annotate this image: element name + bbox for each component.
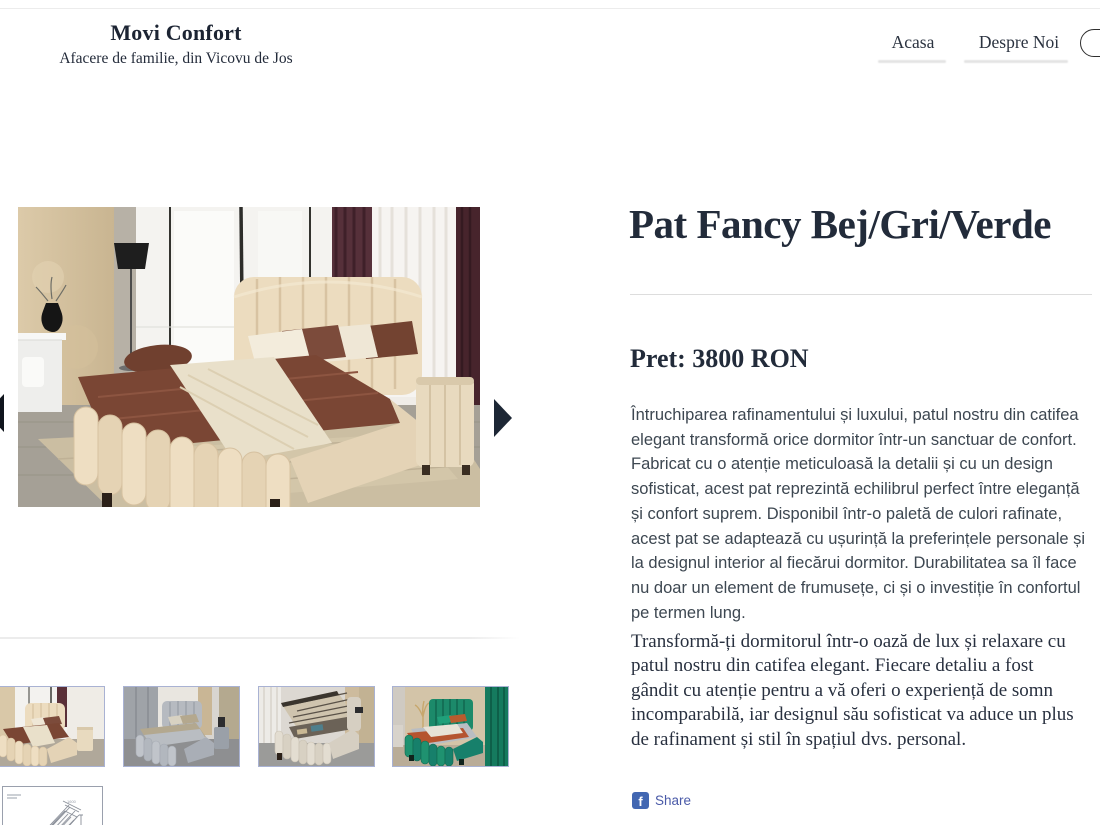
thumbnail-image-2	[124, 687, 239, 766]
nav-underline-acasa	[878, 60, 946, 63]
brand-title: Movi Confort	[110, 20, 242, 45]
prev-image-arrow-icon[interactable]	[0, 394, 4, 432]
thumbnail-bed-grey[interactable]	[123, 686, 240, 767]
svg-text:1600: 1600	[67, 799, 76, 804]
header-circle-button[interactable]	[1080, 29, 1100, 57]
next-image-arrow-icon[interactable]	[494, 399, 512, 437]
thumbnail-image-4	[393, 687, 508, 766]
share-label: Share	[655, 793, 692, 808]
top-divider	[0, 8, 1100, 9]
thumbnail-image-5	[3, 787, 102, 825]
title-divider	[630, 294, 1092, 295]
product-main-image[interactable]	[18, 207, 480, 507]
brand-logo[interactable]	[47, 20, 305, 68]
thumbnail-image-3	[259, 687, 374, 766]
product-price: Pret: 3800 RON	[630, 344, 809, 373]
thumbnail-bed-green[interactable]	[392, 686, 509, 767]
nav-item-despre-noi[interactable]: Despre Noi	[978, 32, 1060, 52]
brand-subtitle: Afacere de familie, din Vicovu de Jos	[59, 50, 293, 67]
thumbnail-bed-beige-brown[interactable]	[0, 686, 105, 767]
thumbnail-bed-storage-open[interactable]	[258, 686, 375, 767]
product-description-1: Întruchiparea rafinamentului și luxului, patul nostru din catifea elegant transformă orice dormitor într-un sanctuar de confort. Fabricat cu o atenție meticuloasă la detalii și cu un design sofisticat, acest pat reprezintă echilibrul perfect între eleganță și confort suprem. Disponibil într-o paletă de culori rafinate, acest pat se adaptează cu ușurință la preferințele personale și la designul interior al fiecărui dormitor. Durabilitatea sa îl face nu doar un element de frumusețe, ci și o investiție în confortul pe termen lung.	[631, 406, 1086, 622]
bedroom-photo	[18, 207, 480, 507]
thumbnail-image-1	[0, 687, 104, 766]
nav-underline-despre-noi	[964, 60, 1068, 63]
product-description-2: Transformă-ți dormitorul într-o oază de lux și relaxare cu patul nostru din catifea elegant. Fiecare detaliu a fost gândit cu atenție pentru a vă oferi o experiență de somn incomparabilă, iar designul său sofisticat va aduce un plus de rafinament și stil în spațiul dvs. personal.	[631, 631, 1074, 750]
gallery-divider	[0, 637, 520, 639]
facebook-share-button[interactable]	[632, 792, 691, 809]
product-title: Pat Fancy Bej/Gri/Verde	[629, 201, 1051, 247]
facebook-icon: f	[632, 792, 649, 809]
thumbnail-bed-sketch[interactable]	[2, 786, 103, 825]
nav-item-acasa[interactable]: Acasa	[891, 32, 935, 52]
